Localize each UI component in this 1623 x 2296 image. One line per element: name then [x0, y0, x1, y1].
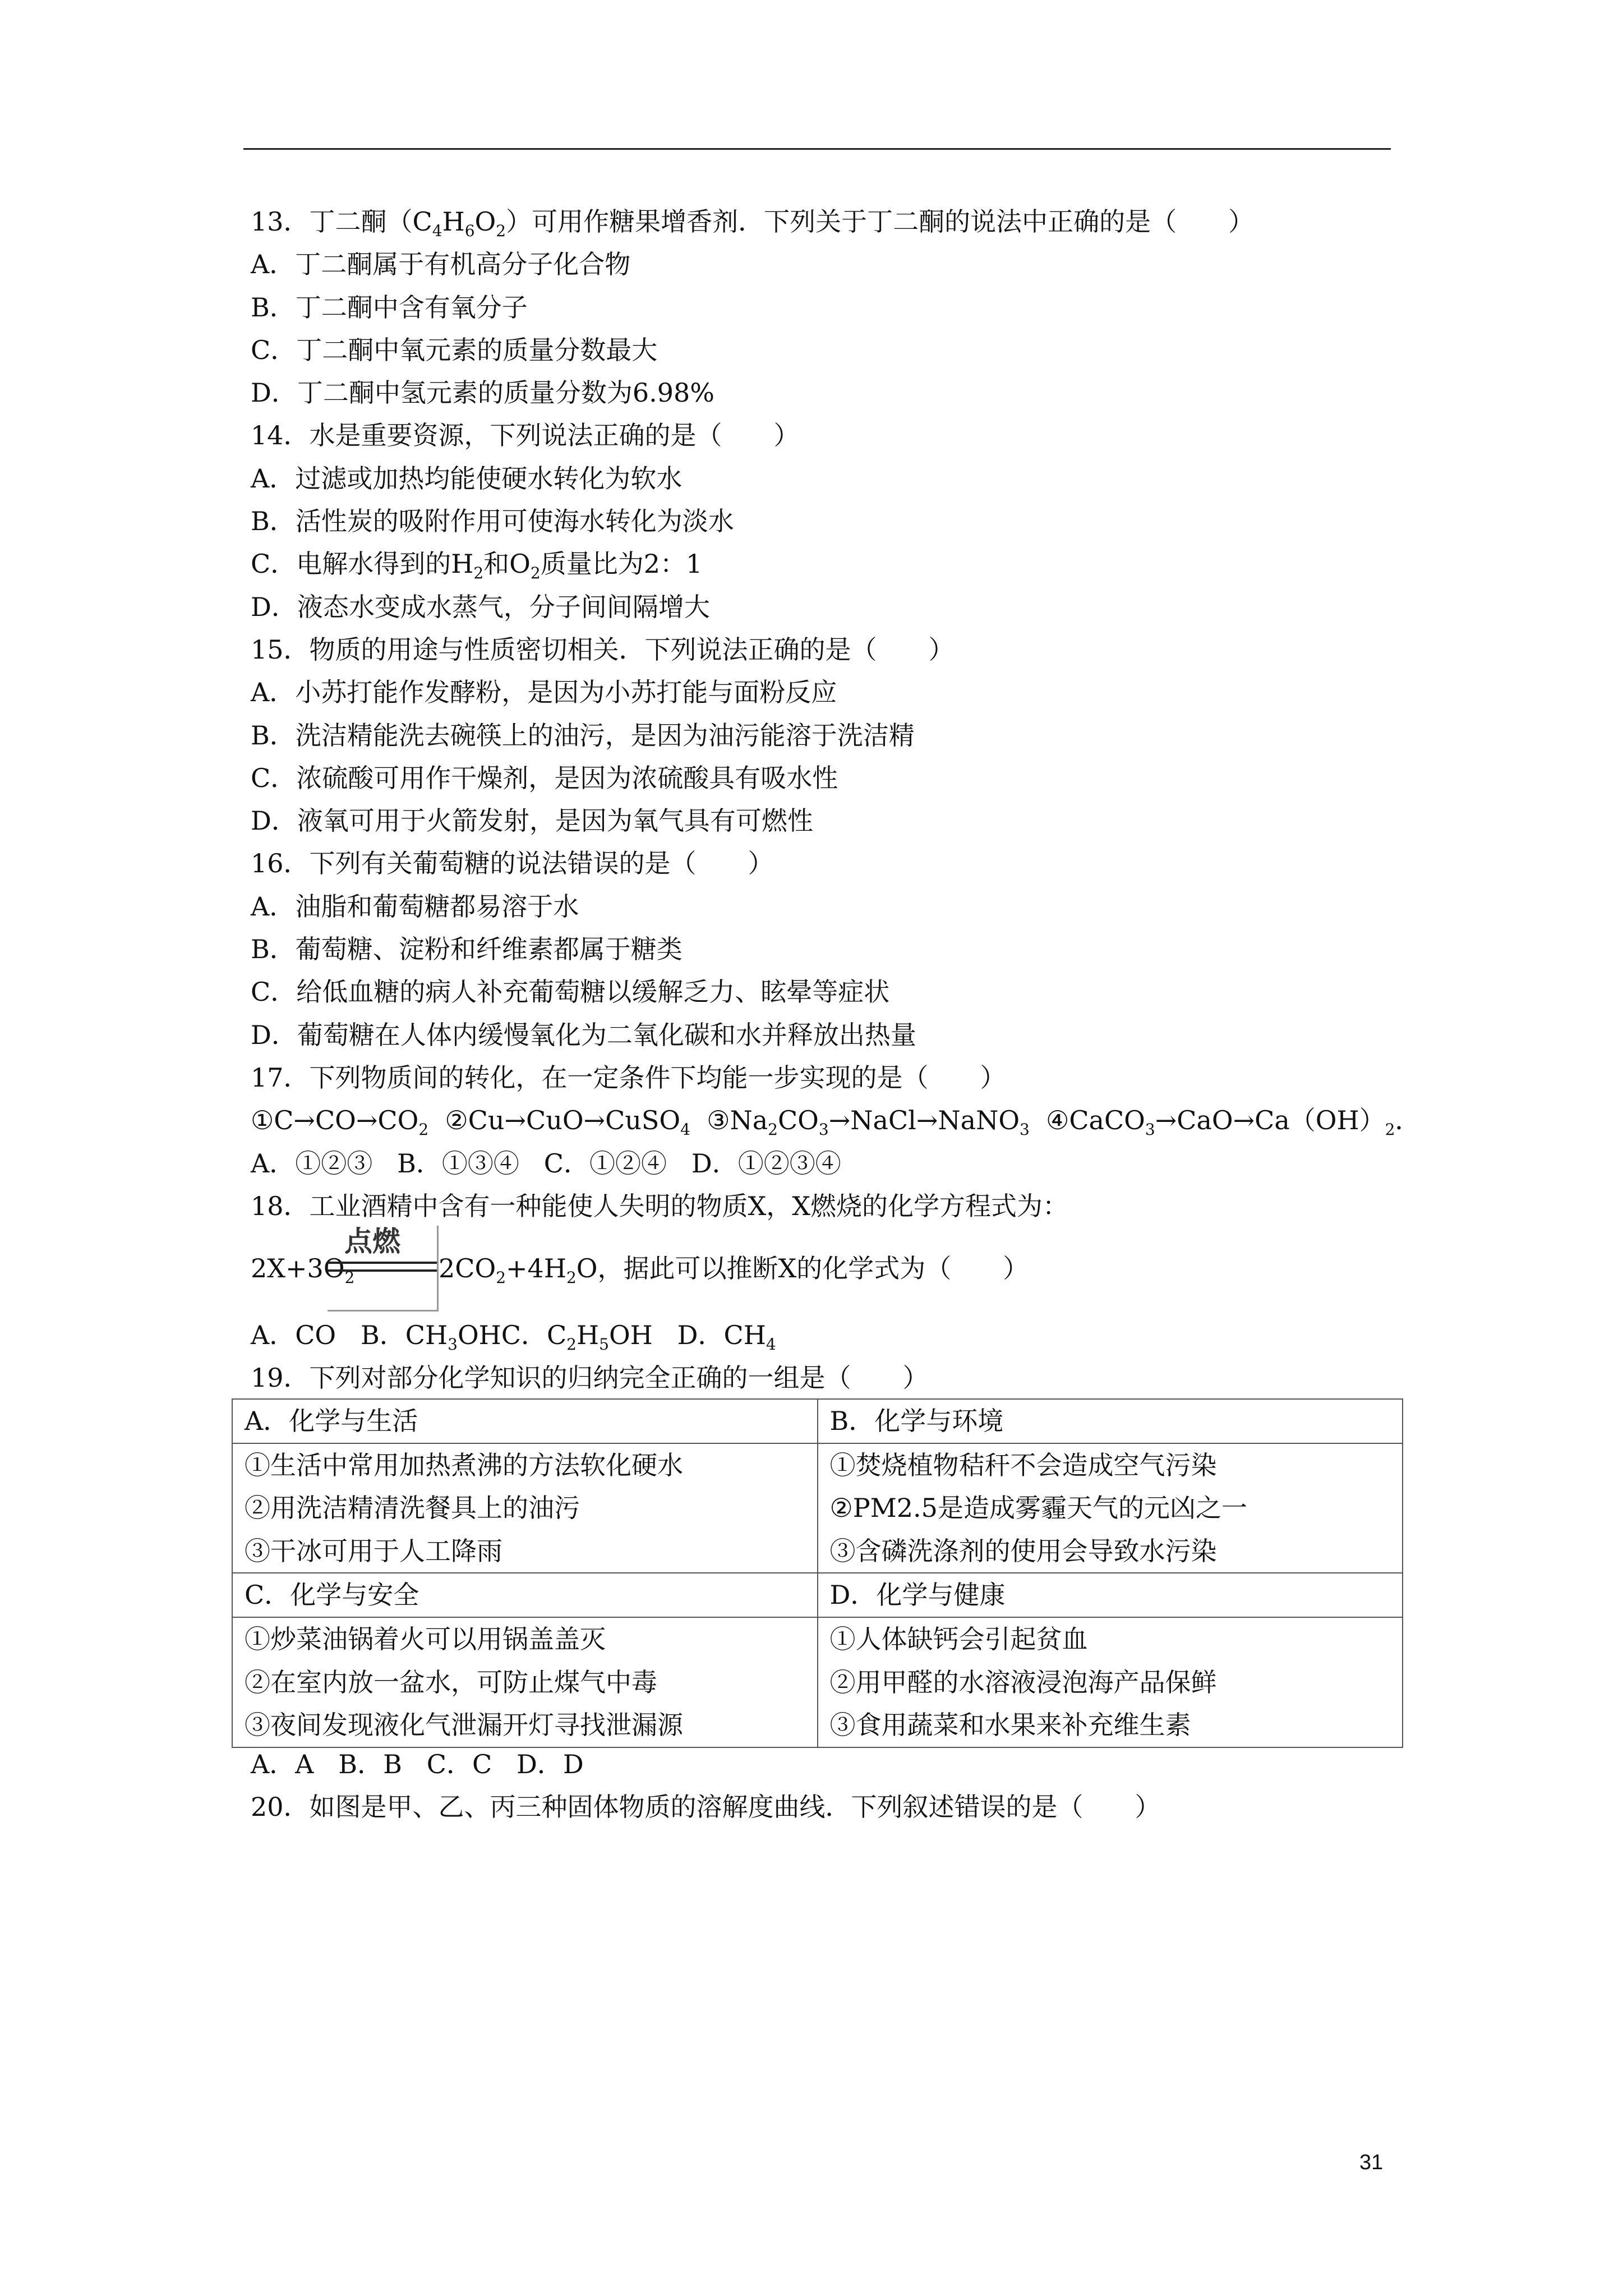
subscript: 3	[1020, 1120, 1030, 1139]
equation-rhs	[439, 1247, 1029, 1290]
text-segment: ②Cu→CuO→CuSO	[428, 1105, 681, 1136]
text-segment: 14．水是重要资源，下列说法正确的是（ ）	[251, 420, 800, 451]
text-line	[251, 1099, 1421, 1142]
text-segment: A．小苏打能作发酵粉，是因为小苏打能与面粉反应	[251, 677, 837, 708]
text-line	[251, 1356, 929, 1399]
text-segment: B．丁二酮中含有氧分子	[251, 292, 528, 323]
text-segment: O	[474, 206, 496, 237]
text-line	[251, 1056, 1421, 1099]
text-segment: 和O	[483, 549, 531, 579]
text-line	[251, 970, 1421, 1013]
cell-item: ①生活中常用加热煮沸的方法软化硬水	[245, 1450, 683, 1480]
cell-c-title	[232, 1573, 818, 1617]
text-segment: 13．丁二酮（C	[251, 206, 432, 237]
cell-item: ①炒菜油锅着火可以用锅盖盖灭	[245, 1623, 606, 1654]
cell-title: C．化学与安全	[245, 1580, 419, 1611]
cell-b-items	[818, 1443, 1403, 1573]
condition-text: 点燃	[344, 1225, 400, 1258]
text-segment: D．丁二酮中氢元素的质量分数为6.98%	[251, 378, 715, 408]
text-line	[251, 671, 1421, 714]
subscript: 2	[566, 1268, 577, 1287]
text-line	[251, 243, 1421, 286]
cell-a-items	[232, 1443, 818, 1573]
equals-sign	[328, 1262, 437, 1272]
text-line	[251, 1743, 1161, 1786]
text-segment: C．丁二酮中氧元素的质量分数最大	[251, 334, 658, 365]
text-segment: ）可用作糖果增香剂．下列关于丁二酮的说法中正确的是（ ）	[506, 206, 1255, 237]
cell-title: B．化学与环境	[829, 1406, 1004, 1436]
cell-item: ②用甲醛的水溶液浸泡海产品保鲜	[829, 1667, 1217, 1697]
text-segment: 19．下列对部分化学知识的归纳完全正确的一组是（ ）	[251, 1363, 929, 1393]
text-segment: B．洗洁精能洗去碗筷上的油污，是因为油污能溶于洗洁精	[251, 720, 915, 751]
subscript: 4	[680, 1120, 690, 1139]
subscript: 2	[566, 1335, 577, 1354]
equation-text: 2CO	[439, 1253, 496, 1283]
cell-d-title	[818, 1573, 1403, 1617]
equation-text: +4H	[506, 1253, 566, 1283]
page-number: 31	[1359, 2151, 1384, 2174]
cell-d-items	[818, 1617, 1403, 1747]
subscript: 2	[473, 564, 484, 583]
cell-b-title	[818, 1399, 1403, 1443]
text-segment: H	[577, 1320, 600, 1350]
text-segment: →CaO→Ca（OH）	[1155, 1105, 1385, 1136]
text-segment: A．丁二酮属于有机高分子化合物	[251, 249, 631, 280]
text-line	[251, 200, 1421, 243]
cell-item: ②在室内放一盆水，可防止煤气中毒	[245, 1667, 657, 1697]
subscript: 2	[496, 222, 506, 240]
text-segment: D．葡萄糖在人体内缓慢氧化为二氧化碳和水并释放出热量	[251, 1019, 916, 1050]
cell-item: ③夜间发现液化气泄漏开灯寻找泄漏源	[245, 1710, 683, 1741]
text-segment: 18．工业酒精中含有一种能使人失明的物质X，X燃烧的化学方程式为：	[251, 1190, 1069, 1221]
text-segment: D．液态水变成水蒸气，分子间间隔增大	[251, 591, 710, 622]
subscript: 3	[818, 1120, 829, 1139]
subscript: 2	[344, 1268, 355, 1287]
text-segment: B．葡萄糖、淀粉和纤维素都属于糖类	[251, 934, 683, 965]
header-rule	[243, 148, 1391, 150]
cell-item: ①人体缺钙会引起贫血	[829, 1623, 1088, 1654]
cell-a-title	[232, 1399, 818, 1443]
text-segment: 17．下列物质间的转化，在一定条件下均能一步实现的是（ ）	[251, 1062, 1006, 1093]
text-segment: →NaCl→NaNO	[828, 1105, 1020, 1136]
text-line	[251, 286, 1421, 329]
text-segment: ③Na	[690, 1105, 768, 1136]
text-segment: A．A B．B C．C D．D	[251, 1749, 584, 1779]
text-line	[251, 757, 1421, 799]
cell-item: ③食用蔬菜和水果来补充维生素	[829, 1710, 1191, 1741]
text-segment: D．液氧可用于火箭发射，是因为氧气具有可燃性	[251, 806, 813, 836]
text-segment: ①C→CO→CO	[251, 1105, 419, 1136]
cell-item: ③干冰可用于人工降雨	[245, 1535, 502, 1566]
text-segment: 20．如图是甲、乙、丙三种固体物质的溶解度曲线．下列叙述错误的是（ ）	[251, 1792, 1161, 1823]
cell-item: ②PM2.5是造成雾霾天气的元凶之一	[829, 1493, 1247, 1524]
text-segment: A．①②③ B．①③④ C．①②④ D．①②③④	[251, 1148, 841, 1179]
text-segment: 16．下列有关葡萄糖的说法错误的是（ ）	[251, 848, 774, 879]
text-line	[251, 842, 1421, 885]
text-segment: C．浓硫酸可用作干燥剂，是因为浓硫酸具有吸水性	[251, 762, 838, 793]
text-line	[251, 457, 1421, 500]
text-line	[251, 542, 1421, 585]
equation-text: O，据此可以推断X的化学式为（ ）	[576, 1253, 1029, 1283]
text-segment: H	[442, 206, 465, 237]
text-line	[251, 1786, 1161, 1828]
subscript: 4	[432, 222, 442, 240]
subscript: 3	[448, 1335, 458, 1354]
questions-13-18	[251, 200, 1421, 1227]
text-segment: B．活性炭的吸附作用可使海水转化为淡水	[251, 506, 734, 537]
question-18-options-and-19	[251, 1314, 929, 1400]
subscript: 2	[496, 1268, 506, 1287]
text-segment: ④CaCO	[1029, 1105, 1145, 1136]
chemical-equation	[251, 1226, 1372, 1310]
text-line	[251, 414, 1421, 457]
subscript: 2	[418, 1120, 429, 1139]
text-line	[251, 928, 1421, 970]
text-line	[251, 1142, 1421, 1185]
text-line	[251, 1014, 1421, 1056]
subscript: 2	[1385, 1120, 1395, 1139]
subscript: 2	[768, 1120, 778, 1139]
text-line	[251, 371, 1421, 414]
text-line	[251, 628, 1421, 671]
text-segment: C．电解水得到的H	[251, 549, 474, 579]
subscript: 2	[530, 564, 541, 583]
text-segment: C．给低血糖的病人补充葡萄糖以缓解乏力、眩晕等症状	[251, 977, 890, 1007]
text-line	[251, 1314, 929, 1356]
text-segment: OH D．CH	[608, 1320, 766, 1350]
equation-text: 2X+3O	[251, 1253, 345, 1283]
reaction-condition	[328, 1226, 439, 1312]
cell-c-items	[232, 1617, 818, 1747]
text-segment: A．过滤或加热均能使硬水转化为软水	[251, 463, 683, 494]
text-segment: OHC．C	[457, 1320, 567, 1350]
text-line	[251, 500, 1421, 542]
cell-item: ①焚烧植物秸秆不会造成空气污染	[829, 1450, 1217, 1480]
text-segment: 质量比为2：1	[540, 549, 703, 579]
text-segment: 15．物质的用途与性质密切相关．下列说法正确的是（ ）	[251, 634, 955, 665]
text-line	[251, 885, 1421, 928]
text-line	[251, 329, 1421, 371]
text-line	[251, 799, 1421, 842]
text-segment: CO	[777, 1105, 819, 1136]
cell-title: A．化学与生活	[245, 1406, 418, 1436]
subscript: 4	[766, 1335, 776, 1354]
text-segment: ．	[1395, 1105, 1421, 1136]
subscript: 5	[599, 1335, 609, 1354]
cell-title: D．化学与健康	[829, 1580, 1006, 1611]
cell-item: ②用洗洁精清洗餐具上的油污	[245, 1493, 580, 1524]
subscript: 6	[464, 222, 475, 240]
text-line	[251, 586, 1421, 628]
text-segment: A．油脂和葡萄糖都易溶于水	[251, 891, 579, 922]
cell-item: ③含磷洗涤剂的使用会导致水污染	[829, 1535, 1217, 1566]
text-line	[251, 714, 1421, 757]
text-segment: A．CO B．CH	[251, 1320, 448, 1350]
question-19-options-and-20	[251, 1743, 1161, 1829]
text-line	[251, 1185, 1421, 1227]
knowledge-table	[232, 1398, 1403, 1748]
subscript: 3	[1145, 1120, 1155, 1139]
